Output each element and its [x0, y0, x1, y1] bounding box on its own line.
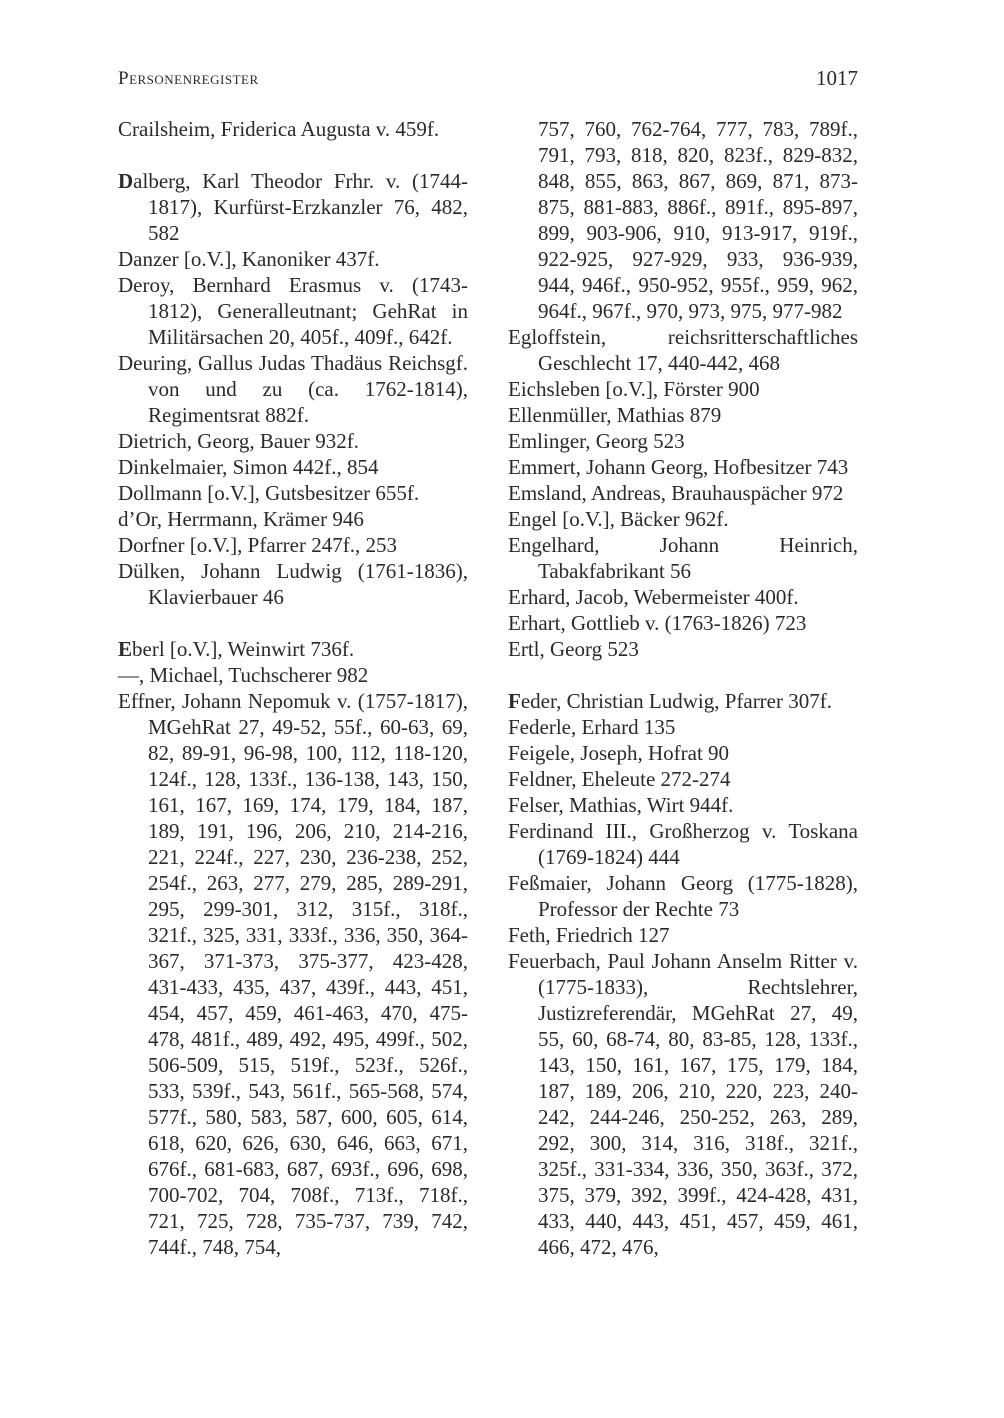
entry-text: Feth, Friedrich 127: [508, 923, 670, 947]
entry-text: Ferdinand III., Großherzog v. Toskana (1769-1824) 444: [508, 819, 858, 869]
entry-text: Ertl, Georg 523: [508, 637, 639, 661]
index-entry-eberl-michael: [118, 662, 468, 688]
index-entry-effner: [118, 688, 468, 1260]
entry-text: Danzer [o.V.], Kanoniker 437f.: [118, 247, 380, 271]
index-entry-ferdinand: [508, 818, 858, 870]
running-header-title: Personenregister: [118, 68, 259, 89]
entry-text: railsheim, Friderica Augusta v. 459f.: [132, 117, 440, 141]
index-column-left: [118, 116, 468, 1260]
entry-text: Felser, Mathias, Wirt 944f.: [508, 793, 734, 817]
index-entry-effner-cont: [508, 116, 858, 324]
index-entry-erhard: [508, 584, 858, 610]
index-column-right: [508, 116, 858, 1260]
entry-initial-letter: C: [118, 117, 133, 141]
index-entry-feder: [508, 688, 858, 714]
index-entry-engelhard: [508, 532, 858, 584]
index-entry-felser: [508, 792, 858, 818]
index-entry-federle: [508, 714, 858, 740]
entry-text: d’Or, Herrmann, Krämer 946: [118, 507, 364, 531]
entry-text: Egloffstein, reichsritterschaftliches Geschlecht 17, 440-442, 468: [508, 325, 858, 375]
index-entry-danzer: [118, 246, 468, 272]
entry-text: eder, Christian Ludwig, Pfarrer 307f.: [520, 689, 832, 713]
index-entry-emsland: [508, 480, 858, 506]
index-entry-dollmann: [118, 480, 468, 506]
entry-text: Ellenmüller, Mathias 879: [508, 403, 722, 427]
index-entry-engel: [508, 506, 858, 532]
entry-text: 757, 760, 762-764, 777, 783, 789f., 791, 793, 818, 820, 823f., 829-832, 848, 855, 863, 867, 869, 871, 873-875, 881-883, 886f., 891f., 895-897, 899, 903-906, 910, 913-917, 919f., 922-925, 927-929, 933, 936-939, 944, 946f., 950-952, 955f., 959, 962, 964f., 967f., 970, 973, 975, 977-982: [538, 117, 858, 323]
index-entry-emmert: [508, 454, 858, 480]
index-entry-ertl: [508, 636, 858, 662]
index-entry-eberl: [118, 636, 468, 662]
entry-text: Feigele, Joseph, Hofrat 90: [508, 741, 730, 765]
index-entry-eichsleben: [508, 376, 858, 402]
index-entry-dor: [118, 506, 468, 532]
index-entry-egloffstein: [508, 324, 858, 376]
entry-text: berl [o.V.], Weinwirt 736f.: [132, 637, 355, 661]
entry-text: Dietrich, Georg, Bauer 932f.: [118, 429, 360, 453]
index-entry-dinkelmaier: [118, 454, 468, 480]
index-entry-feigele: [508, 740, 858, 766]
entry-text: Feßmaier, Johann Georg (1775-1828), Professor der Rechte 73: [508, 871, 858, 921]
entry-text: Deroy, Bernhard Erasmus v. (1743-1812), Generalleutnant; GehRat in Militärsachen 20, 405f., 409f., 642f.: [118, 273, 468, 349]
index-entry-feth: [508, 922, 858, 948]
index-entry-dalberg: [118, 168, 468, 246]
entry-text: Erhard, Jacob, Webermeister 400f.: [508, 585, 799, 609]
entry-text: Feuerbach, Paul Johann Anselm Ritter v. (1775-1833), Rechtslehrer, Justizreferendär, MGehRat 27, 49, 55, 60, 68-74, 80, 83-85, 128, 133f., 143, 150, 161, 167, 175, 179, 184, 187, 189, 206, 210, 220, 223, 240-242, 244-246, 250-252, 263, 289, 292, 300, 314, 316, 318f., 321f., 325f., 331-334, 336, 350, 363f., 372, 375, 379, 392, 399f., 424-428, 431, 433, 440, 443, 451, 457, 459, 461, 466, 472, 476,: [508, 949, 858, 1259]
entry-text: Eichsleben [o.V.], Förster 900: [508, 377, 760, 401]
entry-text: Dülken, Johann Ludwig (1761-1836), Klavierbauer 46: [118, 559, 468, 609]
entry-initial-letter: D: [118, 169, 134, 193]
entry-text: Federle, Erhard 135: [508, 715, 676, 739]
index-entry-deroy: [118, 272, 468, 350]
entry-text: Emmert, Johann Georg, Hofbesitzer 743: [508, 455, 849, 479]
index-entry-dorfner: [118, 532, 468, 558]
entry-text: Deuring, Gallus Judas Thadäus Reichsgf. von und zu (ca. 1762-1814), Regimentsrat 882f.: [118, 351, 468, 427]
index-entry-feldner: [508, 766, 858, 792]
index-entry-erhart: [508, 610, 858, 636]
entry-text: —, Michael, Tuchscherer 982: [118, 663, 369, 687]
index-entry-deuring: [118, 350, 468, 428]
entry-text: Engel [o.V.], Bäcker 962f.: [508, 507, 729, 531]
entry-text: Dorfner [o.V.], Pfarrer 247f., 253: [118, 533, 397, 557]
entry-text: Effner, Johann Nepomuk v. (1757-1817), MGehRat 27, 49-52, 55f., 60-63, 69, 82, 89-91, 96-98, 100, 112, 118-120, 124f., 128, 133f., 136-138, 143, 150, 161, 167, 169, 174, 179, 184, 187, 189, 191, 196, 206, 210, 214-216, 221, 224f., 227, 230, 236-238, 252, 254f., 263, 277, 279, 285, 289-291, 295, 299-301, 312, 315f., 318f., 321f., 325, 331, 333f., 336, 350, 364-367, 371-373, 375-377, 423-428, 431-433, 435, 437, 439f., 443, 451, 454, 457, 459, 461-463, 470, 475-478, 481f., 489, 492, 495, 499f., 502, 506-509, 515, 519f., 523f., 526f., 533, 539f., 543, 561f., 565-568, 574, 577f., 580, 583, 587, 600, 605, 614, 618, 620, 626, 630, 646, 663, 671, 676f., 681-683, 687, 693f., 696, 698, 700-702, 704, 708f., 713f., 718f., 721, 725, 728, 735-737, 739, 742, 744f., 748, 754,: [118, 689, 468, 1259]
index-entry-fessmaier: [508, 870, 858, 922]
entry-text: Engelhard, Johann Heinrich, Tabakfabrikant 56: [508, 533, 858, 583]
index-entry-duelken: [118, 558, 468, 610]
entry-text: Emlinger, Georg 523: [508, 429, 685, 453]
entry-text: alberg, Karl Theodor Frhr. v. (1744-1817), Kurfürst-Erzkanzler 76, 482, 582: [133, 169, 468, 245]
index-entry-ellenmueller: [508, 402, 858, 428]
entry-text: Emsland, Andreas, Brauhauspächer 972: [508, 481, 844, 505]
index-entry-crailsheim: [118, 116, 468, 142]
index-entry-emlinger: [508, 428, 858, 454]
entry-text: Erhart, Gottlieb v. (1763-1826) 723: [508, 611, 807, 635]
entry-text: Dinkelmaier, Simon 442f., 854: [118, 455, 379, 479]
entry-initial-letter: E: [118, 637, 133, 661]
index-entry-feuerbach: [508, 948, 858, 1260]
page-number: 1017: [816, 66, 858, 90]
entry-initial-letter: F: [508, 689, 521, 713]
index-entry-dietrich: [118, 428, 468, 454]
entry-text: Dollmann [o.V.], Gutsbesitzer 655f.: [118, 481, 420, 505]
entry-text: Feldner, Eheleute 272-274: [508, 767, 731, 791]
